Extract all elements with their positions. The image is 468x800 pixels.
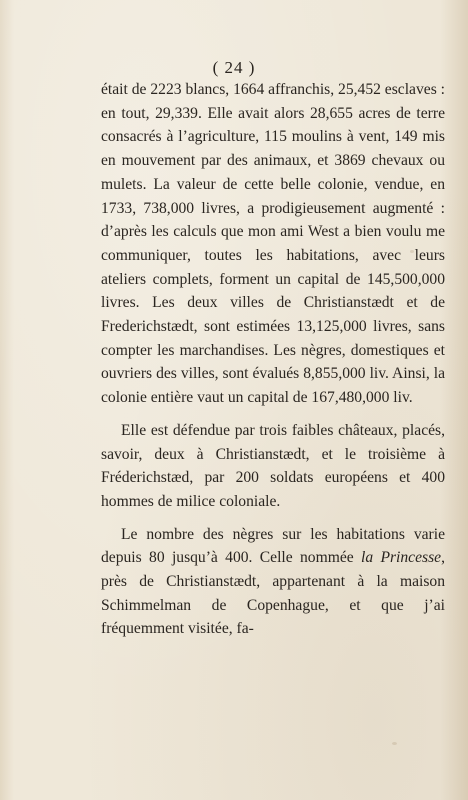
paragraph-1-text: était de 2223 blancs, 1664 affranchis, 25,452 esclaves : en tout, 29,339. Elle avait alors 28,655 acres de terre consacrés à l’agriculture, 115 moulins à vent, 149 mis en mouvement par des animaux, et 3869 chevaux ou mulets. La valeur de cette belle colonie, vendue, en 1733, 738,000 livres, a prodigieusement augmenté : d’après les calculs que mon ami West a bien voulu me communiquer, toutes les habitations, avec leurs ateliers complets, forment un capital de 145,500,000 livres. Les deux villes de Christianstædt et de Frederichstædt, sont estimées 13,125,000 livres, sans compter les marchandises. Les nègres, domestiques et ouvriers des villes, sont évalués 8,855,000 liv. Ainsi, la colonie entière vaut un capital de 167,480,000 liv.	[101, 81, 445, 407]
paragraph-2-text: Elle est défendue par trois faibles châteaux, placés, savoir, deux à Christianstædt, et le troisième à Fréderichstæd, par 200 soldats européens et 400 hommes de milice coloniale.	[101, 421, 445, 510]
paragraph-3	[101, 523, 445, 642]
paragraph-1	[101, 78, 445, 410]
paragraph-3-tail: , près de Christianstædt, appartenant à la maison Schimmelman de Copenhague, et que j’ai fréquemment visitée, fa-	[101, 549, 445, 638]
body-text	[101, 78, 445, 641]
paragraph-2	[101, 419, 445, 514]
paragraph-3-text: Le nombre des nègres sur les habitations varie depuis 80 jusqu’à 400. Celle nommée	[101, 525, 445, 567]
paper-stain	[392, 742, 397, 745]
estate-name-italic: la Princesse	[361, 549, 442, 567]
page-number: ( 24 )	[212, 58, 256, 77]
